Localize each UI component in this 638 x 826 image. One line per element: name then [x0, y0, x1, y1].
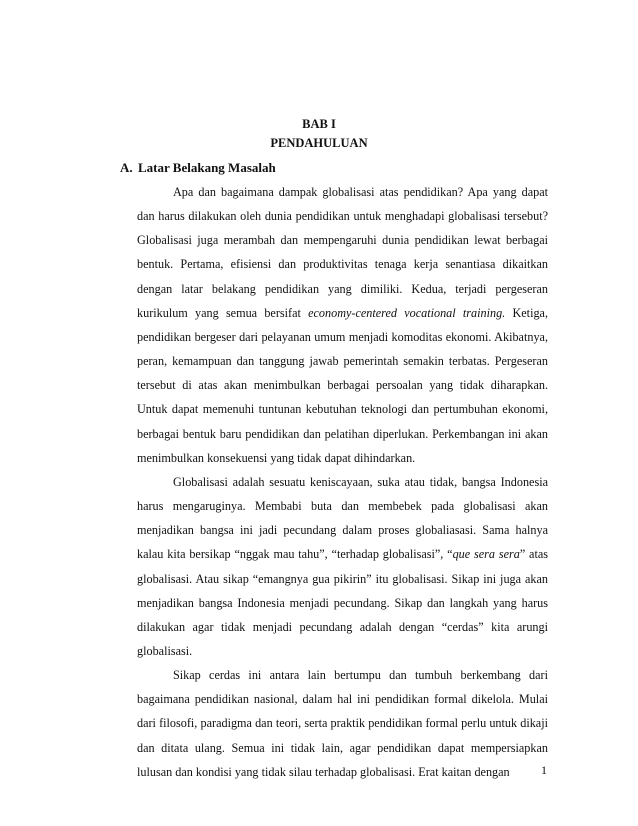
body-text: [137, 180, 548, 784]
section-title: Latar Belakang Masalah: [138, 160, 276, 175]
paragraph: [137, 663, 548, 784]
section-heading: [120, 160, 276, 176]
chapter-title: PENDAHULUAN: [270, 136, 368, 150]
paragraph: [137, 180, 548, 470]
paragraph-text: Sikap cerdas ini antara lain bertumpu dan tumbuh berkembang dari bagaimana pendidikan nasional, dalam hal ini pendidikan formal dikelola. Mulai dari filosofi, paradigma dan teori, serta praktik pendidikan formal perlu untuk dikaji dan ditata ulang. Semua ini tidak lain, agar pendidikan dapat mempersiapkan lulusan dan kondisi yang tidak silau terhadap globalisasi. Erat kaitan dengan: [137, 668, 548, 779]
page-number: 1: [541, 763, 547, 777]
chapter-number: BAB I: [302, 117, 336, 131]
section-marker: A.: [120, 160, 133, 175]
paragraph: [137, 470, 548, 663]
italic-phrase: que sera sera: [452, 547, 520, 562]
paragraph-text: Ketiga, pendidikan bergeser dari pelayanan umum menjadi komoditas ekonomi. Akibatnya, peran, kemampuan dan tanggung jawab pemerintah semakin terbatas. Pergeseran tersebut di atas akan menimbulkan berbagai persoalan yang tidak diharapkan. Untuk dapat memenuhi tuntunan kebutuhan teknologi dan pertumbuhan ekonomi, berbagai bentuk baru pendidikan dan pelatihan diperlukan. Perkembangan ini akan menimbulkan konsekuensi yang tidak dapat dihindarkan.: [137, 305, 549, 465]
italic-phrase: economy-centered vocational training.: [308, 305, 506, 320]
paragraph-text: Apa dan bagaimana dampak globalisasi atas pendidikan? Apa yang dapat dan harus dilakukan oleh dunia pendidikan untuk menghadapi globalisasi tersebut? Globalisasi juga merambah dan mempengaruhi dunia pendidikan lewat berbagai bentuk. Pertama, efisiensi dan produktivitas tenaga kerja senantiasa dikaitkan dengan latar belakang pendidikan yang dimiliki. Kedua, terjadi pergeseran kurikulum yang semua bersifat: [137, 185, 548, 320]
paragraph-text: ” atas globalisasi. Atau sikap “emangnya gua pikirin” itu globalisasi. Sikap ini juga akan menjadikan bangsa Indonesia menjadi pecundang. Sikap dan langkah yang harus dilakukan agar tidak menjadi pecundang adalah dengan “cerdas” kita arungi globalisasi.: [137, 547, 548, 658]
paragraph-text: Globalisasi adalah sesuatu keniscayaan, suka atau tidak, bangsa Indonesia harus mengaruginya. Membabi buta dan membebek pada globalisasi akan menjadikan bangsa ini jadi pecundang dalam proses globaliasasi. Sama halnya kalau kita bersikap “nggak mau tahu”, “terhadap globalisasi”, “: [137, 474, 548, 562]
